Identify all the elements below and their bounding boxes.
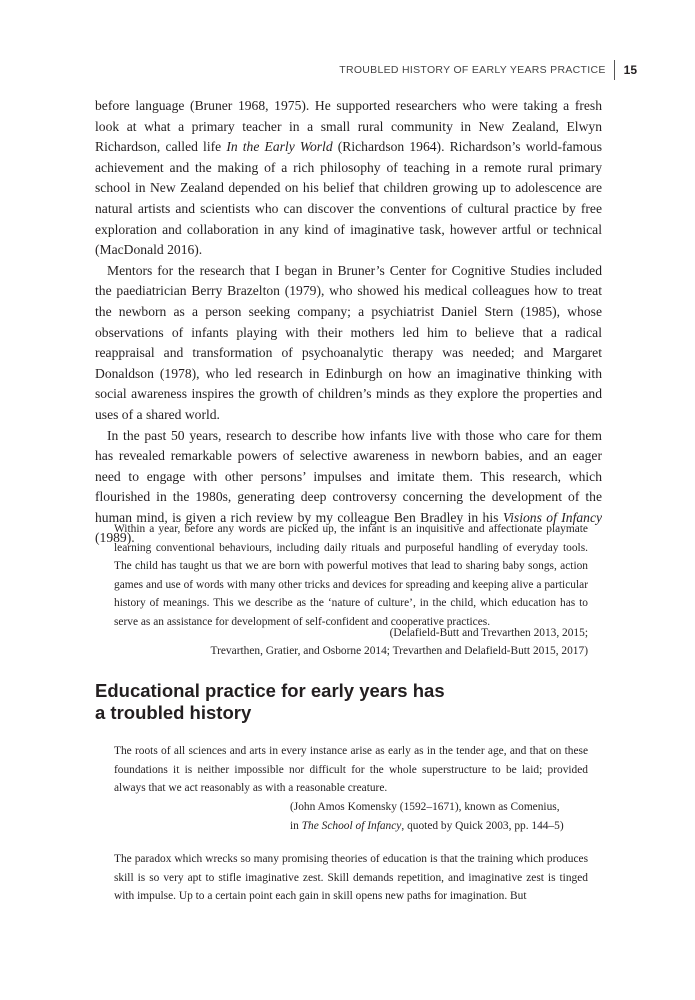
block-quote-3: The paradox which wrecks so many promising theories of education is that the training which produces skill is so very apt to stifle imaginative zest. Skill demands repetition, and imaginative zest is tinged with impulse. Up to a certain point each gain in skill opens new paths for imagination. But: [114, 853, 588, 903]
block-quote-2-citation-line-1: (John Amos Komensky (1592–1671), known as Comenius,: [290, 801, 560, 813]
block-quote-2: The roots of all sciences and arts in every instance arise as early as in the tender age, and that on these foundations it is neither impossible nor difficult for the whole superstructure to be laid; provided always that we act reasonably as with a reasonable creature.: [114, 745, 588, 795]
section-heading-line-1: Educational practice for early years has: [95, 680, 445, 701]
body-text: [95, 96, 602, 549]
book-title-visions-of-infancy: Visions of Infancy: [502, 509, 603, 525]
paragraph-3-part-2: (1989).: [95, 530, 135, 546]
paragraph-2: Mentors for the research that I began in Bruner’s Center for Cognitive Studies included the paediatrician Berry Brazelton (1979), who showed his medical colleagues how to treat the newborn as a person seeking company; a psychiatrist Daniel Stern (1985), whose observations of infants playing with their mothers led him to believe that a radical reappraisal and transformation of psychoanalytic therapy was needed; and Margaret Donaldson (1978), who led research in Edinburgh on how an imaginative thinking with social awareness inspires the growth of children’s minds as they explore the properties and uses of a shared world.: [95, 262, 602, 422]
citation-prefix: in: [290, 820, 302, 832]
paragraph-3-part-1: In the past 50 years, research to describe how infants live with those who care for them has revealed remarkable powers of selective awareness in newborn babies, and an eager need to engage with other persons’ impulses and imitate them. This research, which flourished in the 1980s, generating deep controversy concerning the development of the human mind, is given a rich review by my colleague Ben Bradley in his: [95, 427, 602, 525]
running-head-title: TROUBLED HISTORY OF EARLY YEARS PRACTICE: [339, 64, 606, 76]
section-heading-line-2: a troubled history: [95, 702, 252, 723]
section-heading: [95, 680, 515, 724]
block-quote-1: Within a year, before any words are picked up, the infant is an inquisitive and affectionate playmate learning conventional behaviours, including daily rituals and purposeful handling of everyday tools. The child has taught us that we are born with powerful motives that lead to sharing baby songs, action games and use of words with many other tricks and devices for spreading and keeping alive a particular history of meanings. This we describe as the ‘nature of culture’, in the child, which education has to serve as an assistance for development of self-confident and cooperative practices.: [114, 523, 588, 628]
block-quote-1-citation-line-2: Trevarthen, Gratier, and Osborne 2014; Trevarthen and Delafield-Butt 2015, 2017): [210, 645, 588, 657]
book-title-in-the-early-world: In the Early World: [226, 139, 333, 155]
book-title-school-of-infancy: The School of Infancy: [301, 820, 402, 832]
paragraph-1-part-1: before language (Bruner 1968, 1975). He supported researchers who were taking a fresh look at what a primary teacher in a small rural community in New Zealand, Elwyn Richardson, called life: [95, 98, 602, 155]
citation-suffix: , quoted by Quick 2003, pp. 144–5): [401, 820, 564, 832]
running-head: [339, 60, 637, 80]
running-head-divider: [614, 60, 615, 80]
block-quote-2-citation-line-2: [290, 817, 610, 836]
block-quote-1-citation-line-1: (Delafield-Butt and Trevarthen 2013, 2015;: [389, 627, 588, 639]
paragraph-1-part-2: (Richardson 1964). Richardson’s world-famous achievement and the making of a rich philosophy of teaching in a remote rural primary school in New Zealand depended on his belief that children growing up to adolescence are natural artists and scientists who can discover the conventions of cultural practice by free exploration and collaboration in any kind of imaginative task, however artful or technical (MacDonald 2016).: [95, 139, 602, 258]
paragraph-1: [95, 96, 602, 261]
page-number: 15: [623, 63, 637, 77]
